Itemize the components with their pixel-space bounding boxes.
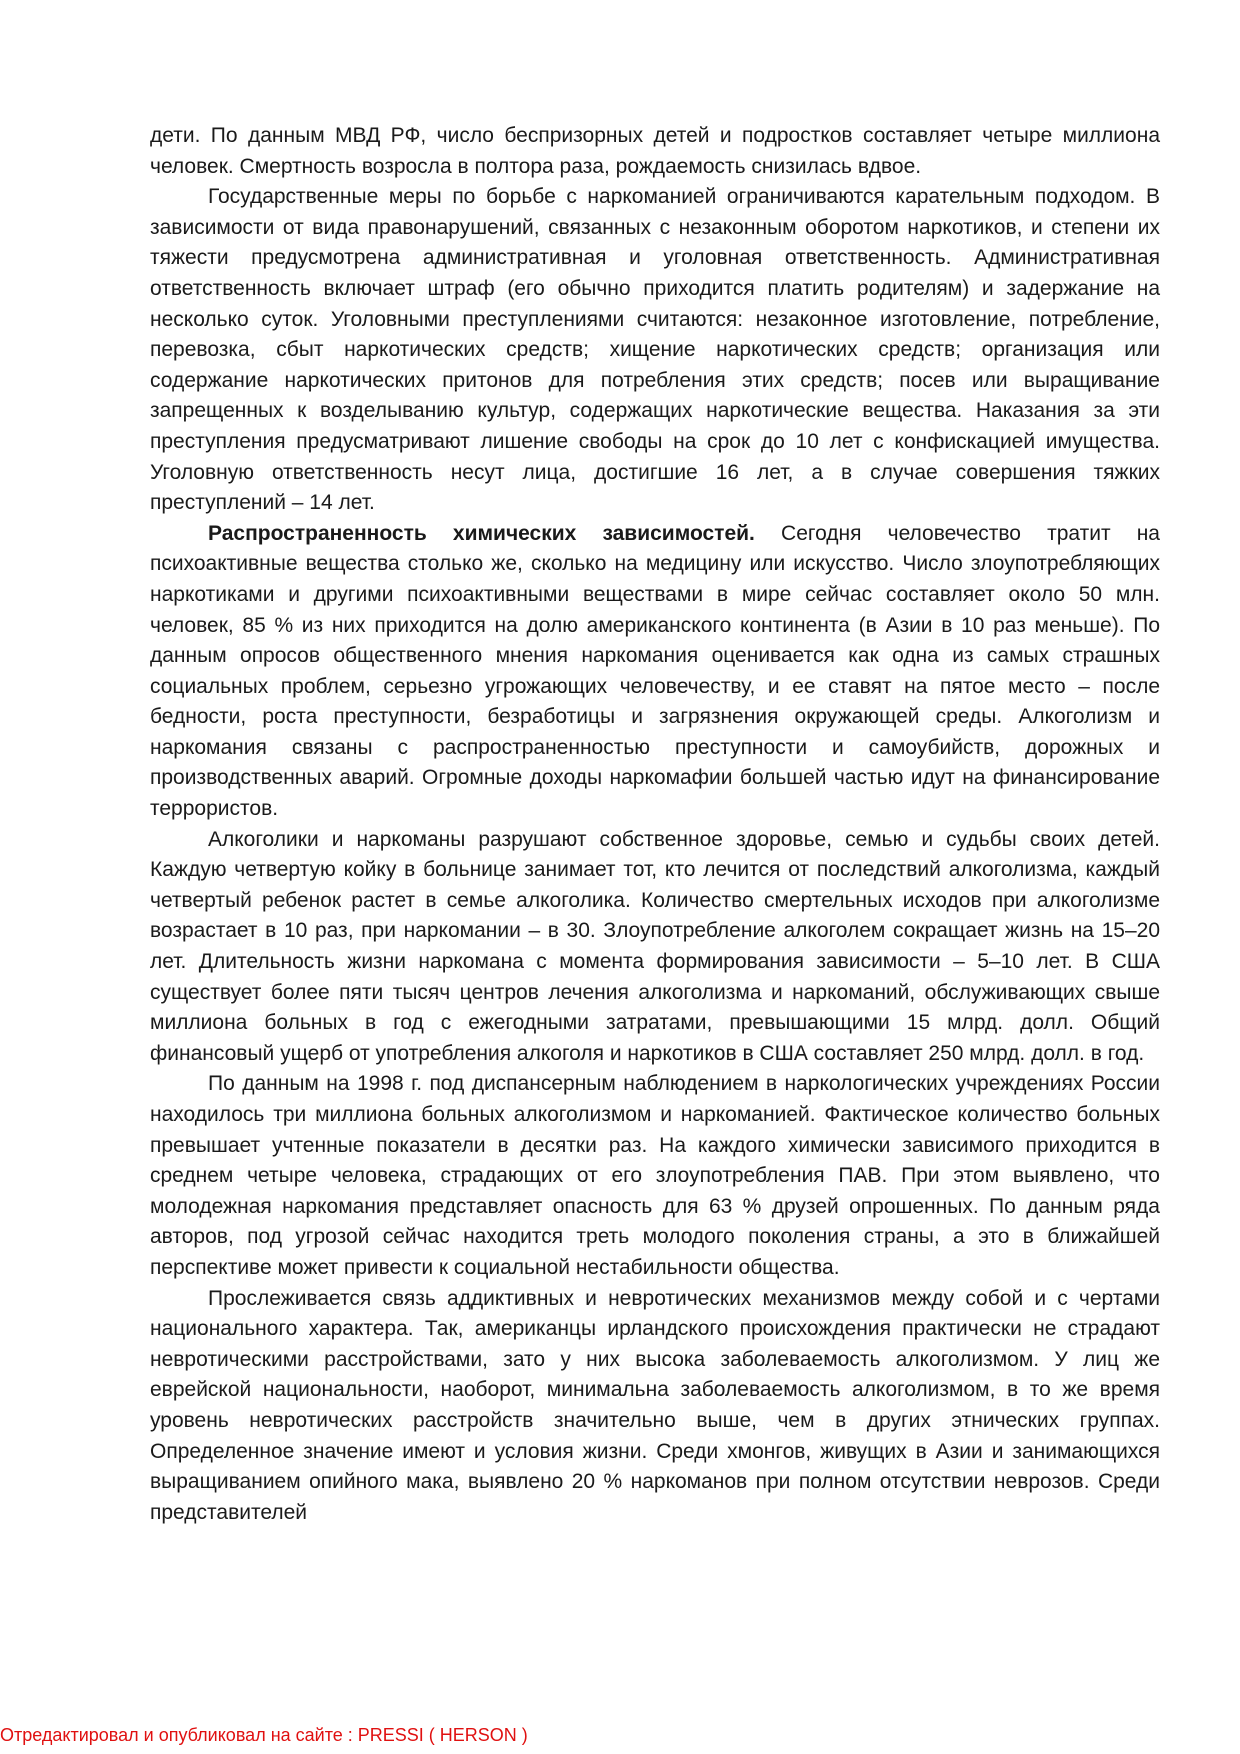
paragraph-4-text: Алкоголики и наркоманы разрушают собственное здоровье, семью и судьбы своих детей. Каждую четвертую койку в больнице занимает тот, кто лечится от последствий алкоголизма, каждый четвертый ребенок растет в семье алкоголика. Количество смертельных исходов при алкоголизме возрастает в 10 раз, при наркомании – в 30. Злоупотребление алкоголем сокращает жизнь на 15–20 лет. Длительность жизни наркомана с момента формирования зависимости – 5–10 лет. В США существует более пяти тысяч центров лечения алкоголизма и наркоманий, обслуживающих свыше миллиона больных в год с ежегодными затратами, превышающими 15 млрд. долл. Общий финансовый ущерб от употребления алкоголя и наркотиков в США составляет 250 млрд. долл. в год.	[150, 827, 1160, 1065]
footer-credit: Отредактировал и опубликовал на сайте : PRESSI ( HERSON )	[0, 1725, 528, 1745]
paragraph-6	[150, 1284, 1160, 1529]
document-body	[150, 121, 1160, 1528]
paragraph-2-text: Государственные меры по борьбе с наркоманией ограничиваются карательным подходом. В зависимости от вида правонарушений, связанных с незаконным оборотом наркотиков, и степени их тяжести предусмотрена административная и уголовная ответственность. Административная ответственность включает штраф (его обычно приходится платить родителям) и задержание на несколько суток. Уголовными преступлениями считаются: незаконное изготовление, потребление, перевозка, сбыт наркотических средств; хищение наркотических средств; организация или содержание наркотических притонов для потребления этих средств; посев или выращивание запрещенных к возделыванию культур, содержащих наркотические вещества. Наказания за эти преступления предусматривают лишение свободы на срок до 10 лет с конфискацией имущества. Уголовную ответственность несут лица, достигшие 16 лет, а в случае совершения тяжких преступлений – 14 лет.	[150, 185, 1160, 515]
paragraph-5	[150, 1069, 1160, 1283]
paragraph-1	[150, 121, 1160, 182]
paragraph-6-text: Прослеживается связь аддиктивных и невротических механизмов между собой и с чертами национального характера. Так, американцы ирландского происхождения практически не страдают невротическими расстройствами, зато у них высока заболеваемость алкоголизмом. У лиц же еврейской национальности, наоборот, минимальна заболеваемость алкоголизмом, в то же время уровень невротических расстройств значительно выше, чем в других этнических группах. Определенное значение имеют и условия жизни. Среди хмонгов, живущих в Азии и занимающихся выращиванием опийного мака, выявлено 20 % наркоманов при полном отсутствии неврозов. Среди представителей	[150, 1286, 1160, 1524]
paragraph-4	[150, 825, 1160, 1070]
paragraph-2	[150, 182, 1160, 519]
paragraph-3	[150, 519, 1160, 825]
section-heading-inline: Распространенность химических зависимостей.	[208, 521, 755, 545]
paragraph-3-text: Сегодня человечество тратит на психоактивные вещества столько же, сколько на медицину или искусство. Число злоупотребляющих наркотиками и другими психоактивными веществами в мире сейчас составляет около 50 млн. человек, 85 % из них приходится на долю американского континента (в Азии в 10 раз меньше). По данным опросов общественного мнения наркомания оценивается как одна из самых страшных социальных проблем, серьезно угрожающих человечеству, и ее ставят на пятое место – после бедности, роста преступности, безработицы и загрязнения окружающей среды. Алкоголизм и наркомания связаны с распространенностью преступности и самоубийств, дорожных и производственных аварий. Огромные доходы наркомафии большей частью идут на финансирование террористов.	[150, 521, 1160, 821]
paragraph-1-text: дети. По данным МВД РФ, число беспризорных детей и подростков составляет четыре миллиона человек. Смертность возросла в полтора раза, рождаемость снизилась вдвое.	[150, 124, 1160, 178]
paragraph-5-text: По данным на 1998 г. под диспансерным наблюдением в наркологических учреждениях России находилось три миллиона больных алкоголизмом и наркоманией. Фактическое количество больных превышает учтенные показатели в десятки раз. На каждого химически зависимого приходится в среднем четыре человека, страдающих от его злоупотребления ПАВ. При этом выявлено, что молодежная наркомания представляет опасность для 63 % друзей опрошенных. По данным ряда авторов, под угрозой сейчас находится треть молодого поколения страны, а это в ближайшей перспективе может привести к социальной нестабильности общества.	[150, 1072, 1160, 1279]
